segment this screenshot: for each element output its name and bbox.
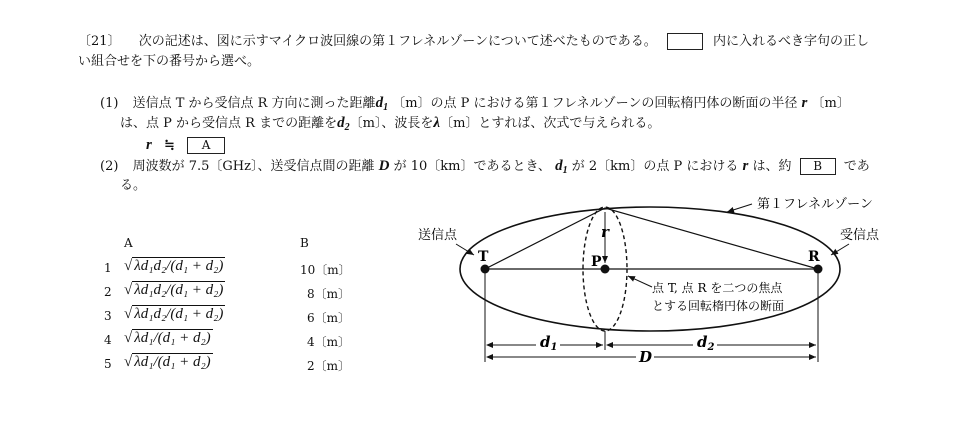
choice-formula: √ λd₁d₂/(d₁ + d₂) [124,306,224,322]
item1-lambda: λ [433,115,441,131]
choice-number: 1 [104,261,112,275]
item1-text-c: 〔m〕 [811,96,850,111]
item2-box-b: B [800,158,836,175]
item2-r: r [742,158,749,174]
choices-header-b: B [300,236,309,250]
label-receiver: 受信点 [840,228,880,243]
point-p [601,265,610,274]
choice-formula: √ λd₁d₂/(d₁ + d₂) [124,282,224,298]
svg-text:d1: $d_1$ [540,333,558,353]
ray-path [485,208,818,269]
question-intro-line-2: い組合せを下の番号から選べ。 [78,54,261,69]
label-fresnel-zone: 第１フレネルゾーン [757,197,873,212]
note-line-2: とする回転楕円体の断面 [652,299,785,313]
rx-pointer [831,244,849,255]
label-radius: r [601,223,609,241]
item2-text-b: が 10〔km〕であるとき、 [393,159,551,174]
choice-number: 2 [104,285,112,299]
question-intro-a: 次の記述は、図に示すマイクロ波回線の第１フレネルゾーンについて述べたものである。 [138,34,657,49]
item2-d1: $d_1$ [555,158,568,176]
item1-text-f: 〔m〕とすれば、次式で与えられる。 [440,116,661,131]
label-p: P [591,254,602,270]
choice-value: 2〔m〕 [307,359,351,373]
label-d2 [693,332,717,353]
choice-formula: √ λd₁/(d₁ + d₂) [124,354,211,370]
item1-text-a: 送信点 T から受信点 R 方向に測った距離 [132,96,376,111]
item1-number: (1) [100,96,119,111]
choice-formula: √ λd₁/(d₁ + d₂) [124,330,211,346]
label-d1 [536,332,560,353]
choice-number: 3 [104,309,112,323]
choice-value: 4〔m〕 [307,335,351,349]
label-r: R [808,249,820,265]
choice-value: 10〔m〕 [300,263,351,277]
choice-value: 8〔m〕 [307,287,351,301]
choice-formula: √ λd₁d₂/(d₁ + d₂) [124,258,224,274]
item2-line-2: る。 [120,178,147,193]
formula-r: r [146,137,152,153]
fresnel-pointer [727,204,752,212]
item1-d2: $d_2$ [337,115,350,133]
question-number: 〔21〕 [78,34,121,49]
item1-text-b: 〔m〕の点 P における第１フレネルゾーンの回転楕円体の断面の半径 [392,96,798,111]
item2-text-c: が 2〔km〕の点 P における [571,159,739,174]
item1-text-d: は、点 P から受信点 R までの距離を [120,116,338,131]
note-pointer [628,276,652,287]
label-D [636,348,654,366]
choice-value: 6〔m〕 [307,311,351,325]
item1-r: r [801,95,808,111]
item2-number: (2) [100,159,119,174]
choice-number: 4 [104,333,112,347]
choices-header-a: A [124,236,133,250]
svg-text:d2: $d_2$ [697,333,715,353]
item1-d1: $d_1$ [375,95,389,113]
choice-number: 5 [104,357,112,371]
label-transmitter: 送信点 [418,228,458,243]
formula-box-a: A [187,137,225,154]
item2-D: D [378,158,390,174]
formula-approx: ≒ [163,138,175,153]
item1-text-e: 〔m〕、波長を [349,116,434,131]
item2-text-d: は、約 [752,159,792,174]
tx-pointer [456,244,474,255]
svg-text:D: D [639,348,653,366]
item2-text-a: 周波数が 7.5〔GHz〕、送受信点間の距離 [132,159,375,174]
question-intro-b: 内に入れるべき字句の正し [713,34,870,49]
item2-text-e: であ [843,159,870,174]
label-t: T [478,249,489,265]
note-line-1: 点 T, 点 R を二つの焦点 [652,281,783,295]
